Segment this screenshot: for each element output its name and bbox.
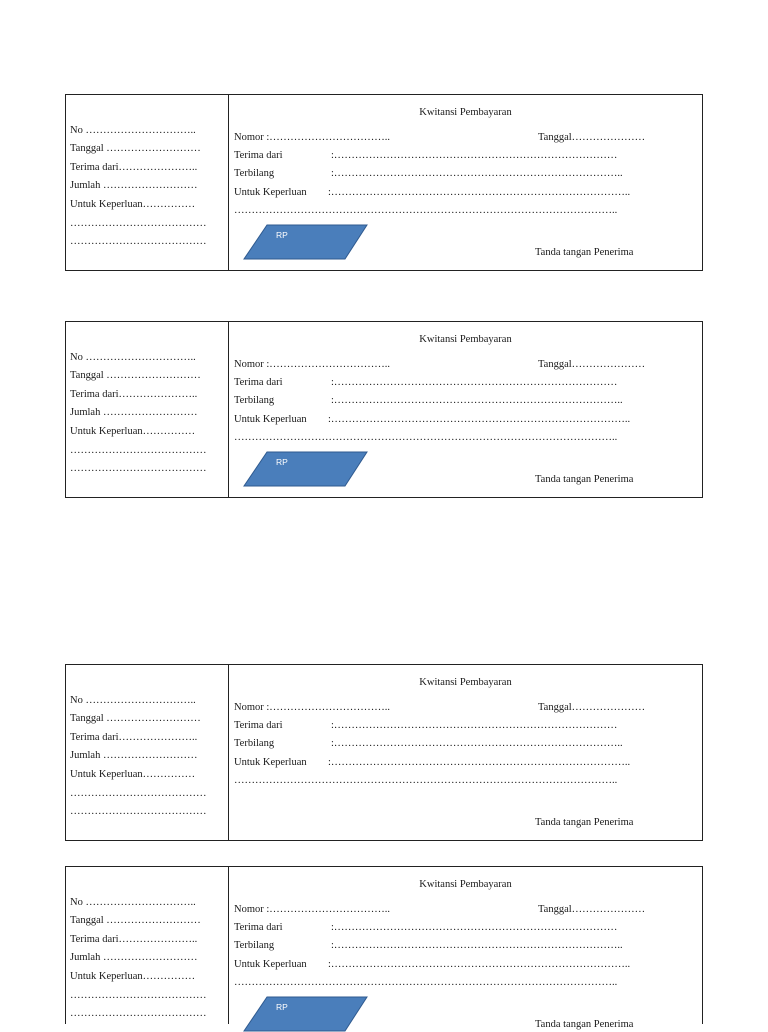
signature-label: Tanda tangan Penerima — [535, 1019, 634, 1030]
terima-dari-row — [234, 377, 618, 388]
rp-label: RP — [276, 230, 288, 240]
stub-jumlah: Jumlah ……………………… — [70, 180, 198, 191]
terbilang-label: Terbilang — [234, 168, 275, 179]
nomor-field: Nomor :…………………………….. — [234, 132, 391, 143]
stub-keperluan: Untuk Keperluan…………… — [70, 199, 196, 210]
extra-line: ……………………………………………………………………………………………….. — [234, 977, 618, 988]
rp-amount-box — [243, 996, 369, 1032]
nomor-field: Nomor :…………………………….. — [234, 702, 391, 713]
stub-keperluan: Untuk Keperluan…………… — [70, 971, 196, 982]
stub-blank-line: ………………………………… — [70, 218, 207, 229]
terima-dari-fill: :……………………………………………………………………… — [331, 922, 618, 933]
receipt-4 — [65, 866, 703, 1030]
terbilang-row — [234, 738, 623, 749]
stub-jumlah: Jumlah ……………………… — [70, 952, 198, 963]
terima-dari-label: Terima dari — [234, 377, 283, 388]
terbilang-label: Terbilang — [234, 940, 275, 951]
keperluan-label: Untuk Keperluan — [234, 757, 307, 768]
receipt-main — [229, 322, 702, 497]
extra-line: ……………………………………………………………………………………………….. — [234, 775, 618, 786]
stub-terima-dari: Terima dari………………….. — [70, 389, 198, 400]
rp-amount-box — [243, 451, 369, 487]
receipt-title: Kwitansi Pembayaran — [419, 334, 512, 345]
terbilang-fill: :……………………………………………………………………….. — [331, 940, 623, 951]
signature-label: Tanda tangan Penerima — [535, 247, 634, 258]
terima-dari-row — [234, 922, 618, 933]
keperluan-row — [234, 187, 631, 198]
extra-line: ……………………………………………………………………………………………….. — [234, 432, 618, 443]
receipt-3 — [65, 664, 703, 841]
terbilang-row — [234, 940, 623, 951]
terbilang-row — [234, 395, 623, 406]
stub-no: No ………………………….. — [70, 897, 196, 908]
keperluan-label: Untuk Keperluan — [234, 959, 307, 970]
tanggal-field: Tanggal………………… — [538, 359, 646, 370]
stub-terima-dari: Terima dari………………….. — [70, 934, 198, 945]
terima-dari-fill: :……………………………………………………………………… — [331, 150, 618, 161]
receipt-stub — [66, 322, 229, 497]
keperluan-fill: :………………………………………………………………………….. — [328, 414, 631, 425]
receipt-stub — [66, 867, 229, 1024]
terima-dari-row — [234, 720, 618, 731]
extra-line: ……………………………………………………………………………………………….. — [234, 205, 618, 216]
stub-blank-line: ………………………………… — [70, 990, 207, 1001]
rp-label: RP — [276, 457, 288, 467]
stub-tanggal: Tanggal ……………………… — [70, 713, 201, 724]
keperluan-row — [234, 414, 631, 425]
stub-blank-line: ………………………………… — [70, 806, 207, 817]
rp-label: RP — [276, 1002, 288, 1012]
terbilang-fill: :……………………………………………………………………….. — [331, 168, 623, 179]
stub-tanggal: Tanggal ……………………… — [70, 143, 201, 154]
stub-blank-line: ………………………………… — [70, 236, 207, 247]
terbilang-fill: :……………………………………………………………………….. — [331, 738, 623, 749]
rp-amount-box — [243, 224, 369, 260]
nomor-field: Nomor :…………………………….. — [234, 904, 391, 915]
stub-tanggal: Tanggal ……………………… — [70, 370, 201, 381]
terima-dari-fill: :……………………………………………………………………… — [331, 720, 618, 731]
receipt-title: Kwitansi Pembayaran — [419, 677, 512, 688]
tanggal-field: Tanggal………………… — [538, 904, 646, 915]
terbilang-label: Terbilang — [234, 738, 275, 749]
keperluan-fill: :………………………………………………………………………….. — [328, 187, 631, 198]
receipt-1 — [65, 94, 703, 271]
terima-dari-row — [234, 150, 618, 161]
stub-blank-line: ………………………………… — [70, 1008, 207, 1019]
stub-keperluan: Untuk Keperluan…………… — [70, 426, 196, 437]
stub-no: No ………………………….. — [70, 695, 196, 706]
stub-no: No ………………………….. — [70, 125, 196, 136]
rp-parallelogram — [243, 996, 369, 1032]
tanggal-field: Tanggal………………… — [538, 702, 646, 713]
receipt-title: Kwitansi Pembayaran — [419, 107, 512, 118]
nomor-field: Nomor :…………………………….. — [234, 359, 391, 370]
terima-dari-label: Terima dari — [234, 720, 283, 731]
terima-dari-label: Terima dari — [234, 150, 283, 161]
tanggal-field: Tanggal………………… — [538, 132, 646, 143]
stub-no: No ………………………….. — [70, 352, 196, 363]
stub-blank-line: ………………………………… — [70, 788, 207, 799]
keperluan-fill: :………………………………………………………………………….. — [328, 959, 631, 970]
terima-dari-fill: :……………………………………………………………………… — [331, 377, 618, 388]
rp-parallelogram — [243, 224, 369, 260]
terbilang-label: Terbilang — [234, 395, 275, 406]
stub-jumlah: Jumlah ……………………… — [70, 407, 198, 418]
rp-parallelogram — [243, 451, 369, 487]
stub-tanggal: Tanggal ……………………… — [70, 915, 201, 926]
keperluan-row — [234, 959, 631, 970]
receipt-main — [229, 867, 702, 1030]
terima-dari-label: Terima dari — [234, 922, 283, 933]
stub-jumlah: Jumlah ……………………… — [70, 750, 198, 761]
keperluan-row — [234, 757, 631, 768]
terbilang-row — [234, 168, 623, 179]
stub-terima-dari: Terima dari………………….. — [70, 162, 198, 173]
receipt-main — [229, 665, 702, 840]
receipt-stub — [66, 95, 229, 270]
receipt-2 — [65, 321, 703, 498]
stub-terima-dari: Terima dari………………….. — [70, 732, 198, 743]
keperluan-label: Untuk Keperluan — [234, 414, 307, 425]
stub-blank-line: ………………………………… — [70, 463, 207, 474]
receipt-stub — [66, 665, 229, 840]
signature-label: Tanda tangan Penerima — [535, 474, 634, 485]
keperluan-label: Untuk Keperluan — [234, 187, 307, 198]
signature-label: Tanda tangan Penerima — [535, 817, 634, 828]
receipt-main — [229, 95, 702, 270]
keperluan-fill: :………………………………………………………………………….. — [328, 757, 631, 768]
receipt-title: Kwitansi Pembayaran — [419, 879, 512, 890]
terbilang-fill: :……………………………………………………………………….. — [331, 395, 623, 406]
stub-blank-line: ………………………………… — [70, 445, 207, 456]
stub-keperluan: Untuk Keperluan…………… — [70, 769, 196, 780]
